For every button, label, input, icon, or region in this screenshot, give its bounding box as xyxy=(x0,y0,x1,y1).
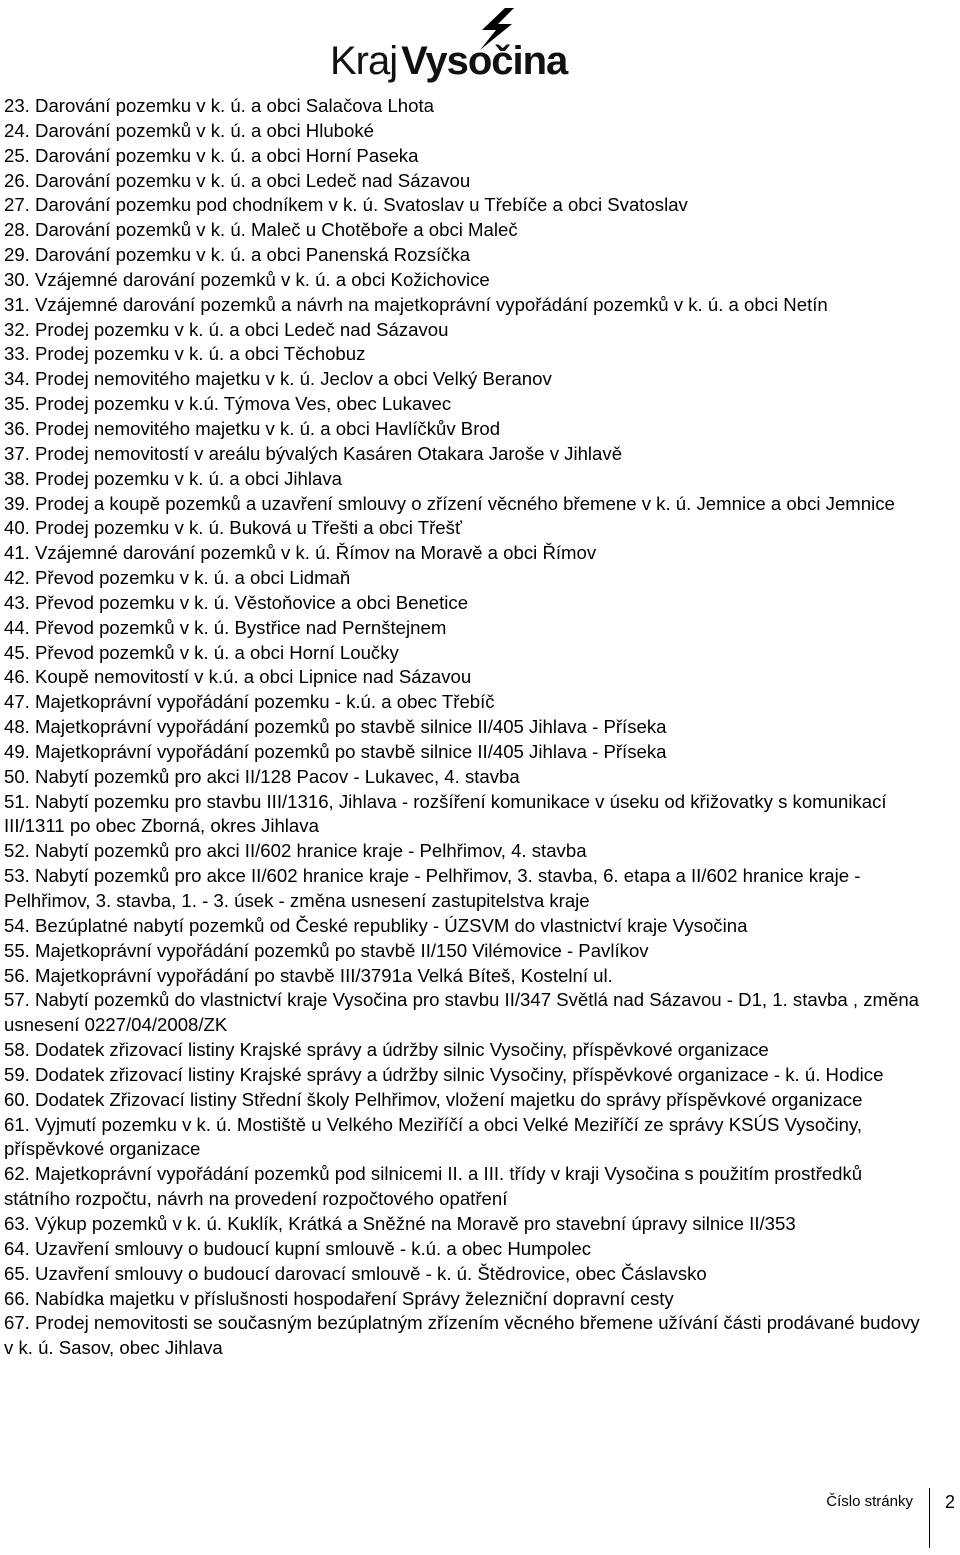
logo-vysocina-text: Vysočina xyxy=(401,39,568,83)
list-item: 53. Nabytí pozemků pro akce II/602 hranice kraje - Pelhřimov, 3. stavba, 6. etapa a II/602 hranice kraje - Pelhřimov, 3. stavba, 1. - 3. úsek - změna usnesení zastupitelstva kraje xyxy=(4,865,861,911)
list-item: 44. Převod pozemků v k. ú. Bystřice nad Pernštejnem xyxy=(4,616,447,638)
list-item: 30. Vzájemné darování pozemků v k. ú. a obci Kožichovice xyxy=(4,268,490,290)
page-number: 2 xyxy=(944,1492,955,1512)
list-item: 38. Prodej pozemku v k. ú. a obci Jihlava xyxy=(4,467,342,489)
list-item: 47. Majetkoprávní vypořádání pozemku - k.ú. a obec Třebíč xyxy=(4,691,495,713)
list-item: 23. Darování pozemku v k. ú. a obci Salačova Lhota xyxy=(4,95,434,116)
list-item: 65. Uzavření smlouvy o budoucí darovací smlouvě - k. ú. Štědrovice, obec Čáslavsko xyxy=(4,1262,707,1284)
list-item: 55. Majetkoprávní vypořádání pozemků po stavbě II/150 Vilémovice - Pavlíkov xyxy=(4,939,649,961)
list-item: 28. Darování pozemků v k. ú. Maleč u Chotěboře a obci Maleč xyxy=(4,219,518,241)
list-item: 67. Prodej nemovitosti se současným bezúplatným zřízením věcného břemene užívání části prodávané budovy v k. ú. Sasov, obec Jihlava xyxy=(4,1312,920,1359)
list-item: 64. Uzavření smlouvy o budoucí kupní smlouvě - k.ú. a obec Humpolec xyxy=(4,1237,592,1259)
list-item: 25. Darování pozemku v k. ú. a obci Horní Paseka xyxy=(4,144,419,166)
page-number-label: Číslo stránky xyxy=(826,1493,913,1510)
list-item: 42. Převod pozemku v k. ú. a obci Lidmaň xyxy=(4,567,351,589)
list-item: 60. Dodatek Zřizovací listiny Střední školy Pelhřimov, vložení majetku do správy příspěvkové organizace xyxy=(4,1088,863,1110)
list-item: 34. Prodej nemovitého majetku v k. ú. Jeclov a obci Velký Beranov xyxy=(4,368,552,390)
list-item: 51. Nabytí pozemku pro stavbu III/1316, Jihlava - rozšíření komunikace v úseku od křižovatky s komunikací III/1311 po obec Zborná, okres Jihlava xyxy=(4,790,887,837)
list-item: 59. Dodatek zřizovací listiny Krajské správy a údržby silnic Vysočiny, příspěvkové organizace - k. ú. Hodice xyxy=(4,1063,884,1085)
list-item: 29. Darování pozemku v k. ú. a obci Panenská Rozsíčka xyxy=(4,244,471,266)
list-item: 66. Nabídka majetku v příslušnosti hospodaření Správy železniční dopravní cesty xyxy=(4,1287,674,1309)
list-item: 27. Darování pozemku pod chodníkem v k. ú. Svatoslav u Třebíče a obci Svatoslav xyxy=(4,194,688,216)
list-item: 56. Majetkoprávní vypořádání po stavbě III/3791a Velká Bíteš, Kostelní ul. xyxy=(4,964,613,986)
list-item: 40. Prodej pozemku v k. ú. Buková u Třešti a obci Třešť xyxy=(4,517,462,539)
page-footer xyxy=(780,1488,960,1548)
kraj-vysocina-logo xyxy=(330,2,592,90)
list-item: 32. Prodej pozemku v k. ú. a obci Ledeč nad Sázavou xyxy=(4,318,449,340)
list-item: 24. Darování pozemků v k. ú. a obci Hluboké xyxy=(4,119,375,141)
list-item: 49. Majetkoprávní vypořádání pozemků po stavbě silnice II/405 Jihlava - Příseka xyxy=(4,740,667,762)
logo-kraj-text: Kraj xyxy=(330,39,398,83)
list-item: 31. Vzájemné darování pozemků a návrh na majetkoprávní vypořádání pozemků v k. ú. a obci Netín xyxy=(4,293,828,315)
list-item: 54. Bezúplatné nabytí pozemků od České republiky - ÚZSVM do vlastnictví kraje Vysočina xyxy=(4,914,748,936)
list-item: 52. Nabytí pozemků pro akci II/602 hranice kraje - Pelhřimov, 4. stavba xyxy=(4,840,587,862)
list-item: 61. Vyjmutí pozemku v k. ú. Mostiště u Velkého Meziříčí a obci Velké Meziříčí ze správy KSÚS Vysočiny, příspěvkové organizace xyxy=(4,1113,863,1160)
list-item: 36. Prodej nemovitého majetku v k. ú. a obci Havlíčkův Brod xyxy=(4,417,501,439)
list-item: 41. Vzájemné darování pozemků v k. ú. Římov na Moravě a obci Římov xyxy=(4,542,597,564)
list-item: 37. Prodej nemovitostí v areálu bývalých Kasáren Otakara Jaroše v Jihlavě xyxy=(4,442,623,464)
footer-divider xyxy=(929,1488,930,1548)
list-item: 63. Výkup pozemků v k. ú. Kuklík, Krátká a Sněžné na Moravě pro stavební úpravy silnice II/353 xyxy=(4,1212,796,1234)
agenda-item-list xyxy=(4,94,929,1361)
list-item: 35. Prodej pozemku v k.ú. Týmova Ves, obec Lukavec xyxy=(4,393,452,415)
list-item: 48. Majetkoprávní vypořádání pozemků po stavbě silnice II/405 Jihlava - Příseka xyxy=(4,716,667,738)
list-item: 62. Majetkoprávní vypořádání pozemků pod silnicemi II. a III. třídy v kraji Vysočina s použitím prostředků státního rozpočtu, návrh na provedení rozpočtového opatření xyxy=(4,1163,863,1210)
list-item: 45. Převod pozemků v k. ú. a obci Horní Loučky xyxy=(4,641,399,663)
list-item: 58. Dodatek zřizovací listiny Krajské správy a údržby silnic Vysočiny, příspěvkové organizace xyxy=(4,1039,769,1061)
list-item: 33. Prodej pozemku v k. ú. a obci Těchobuz xyxy=(4,343,366,365)
list-item: 50. Nabytí pozemků pro akci II/128 Pacov - Lukavec, 4. stavba xyxy=(4,765,520,787)
list-item: 39. Prodej a koupě pozemků a uzavření smlouvy o zřízení věcného břemene v k. ú. Jemnice a obci Jemnice xyxy=(4,492,895,514)
list-item: 43. Převod pozemku v k. ú. Věstoňovice a obci Benetice xyxy=(4,591,469,613)
logo-wordmark xyxy=(330,39,567,84)
list-item: 26. Darování pozemku v k. ú. a obci Ledeč nad Sázavou xyxy=(4,169,471,191)
list-item: 57. Nabytí pozemků do vlastnictví kraje Vysočina pro stavbu II/347 Světlá nad Sázavou - D1, 1. stavba , změna usnesení 0227/04/2008/ZK xyxy=(4,989,920,1036)
list-item: 46. Koupě nemovitostí v k.ú. a obci Lipnice nad Sázavou xyxy=(4,666,472,688)
